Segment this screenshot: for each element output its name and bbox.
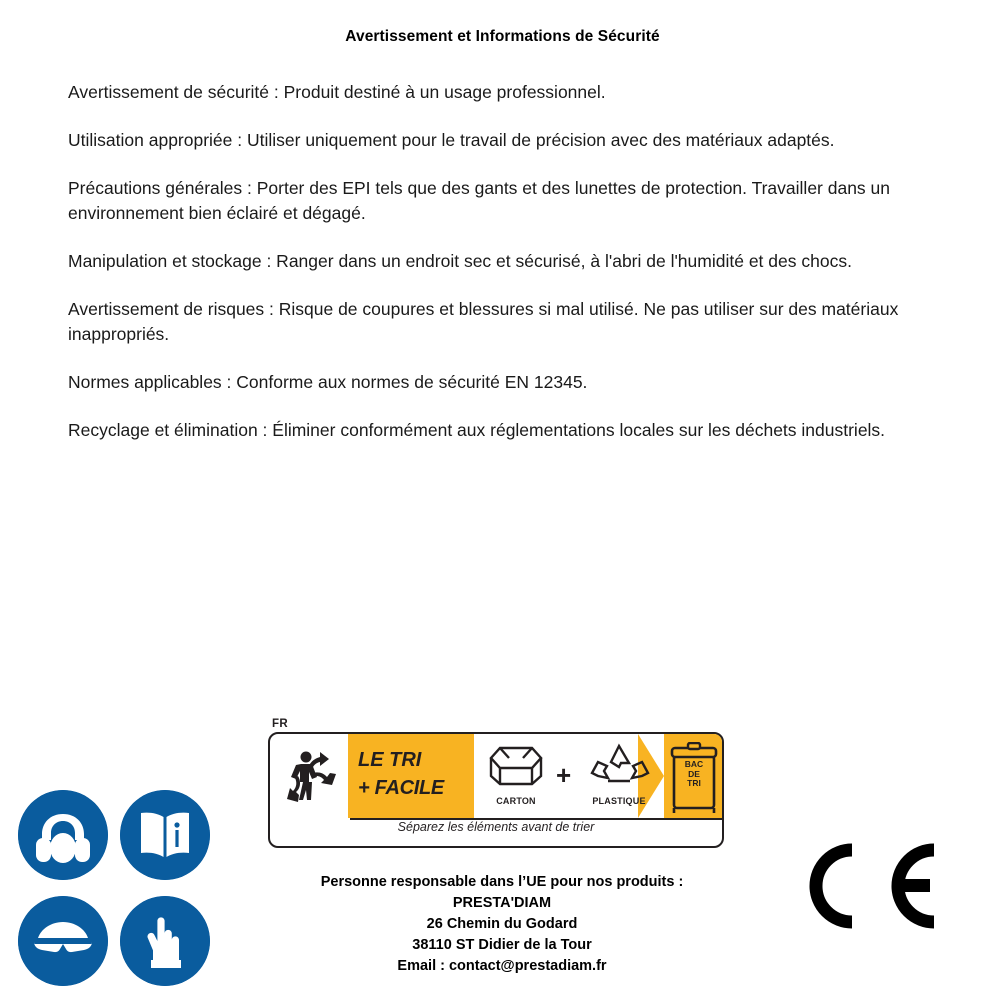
heading-prefix: Personne responsable dans l’ <box>320 874 527 890</box>
paragraph-safety-warning: Avertissement de sécurité : Produit destiné à un usage professionnel. <box>68 82 606 102</box>
paragraph-handling-storage: Manipulation et stockage : Ranger dans un endroit sec et sécurisé, à l'abri de l'humidité et des chocs. <box>68 251 852 271</box>
plastic-caption: PLASTIQUE <box>592 796 646 806</box>
heading-region: UE <box>526 874 547 890</box>
bin-line1: BAC <box>684 759 704 769</box>
heading-suffix: pour nos produits : <box>546 874 684 890</box>
paragraph-recycling: Recyclage et élimination : Éliminer conformément aux réglementations locales sur les déchets industriels. <box>68 420 886 440</box>
paragraph-general-precautions: Précautions générales : Porter des EPI tels que des gants et des lunettes de protection. Travailler dans un environnement bien éclairé et dégagé. <box>68 178 891 223</box>
company-name: PRESTA'DIAM <box>452 895 552 911</box>
read-manual-icon <box>120 790 210 880</box>
paragraph-standards: Normes applicables : Conforme aux normes de sécurité EN 12345. <box>68 372 588 392</box>
paragraph-proper-use: Utilisation appropriée : Utiliser uniquement pour le travail de précision avec des matériaux adaptés. <box>68 130 835 150</box>
responsible-person-heading <box>213 872 791 893</box>
tri-footer-text: Séparez les éléments avant de trier <box>397 820 595 834</box>
plus-operator: + <box>556 760 572 790</box>
sorting-bin-label <box>674 760 714 789</box>
tri-headline-line1: LE TRI <box>358 749 422 771</box>
bin-line3: TRI <box>687 778 701 788</box>
ear-protection-icon <box>18 790 108 880</box>
tri-headline-line2: + FACILE <box>358 777 444 799</box>
safety-text-block <box>68 80 944 466</box>
page-title: Avertissement et Informations de Sécurité <box>345 28 660 45</box>
company-email: Email : contact@prestadiam.fr <box>397 958 607 974</box>
responsible-person-block <box>213 872 791 977</box>
carton-box-icon <box>480 740 552 818</box>
plastic-recycle-icon <box>580 740 658 818</box>
safety-pictogram-group <box>18 790 218 988</box>
label-country-code: FR <box>272 718 288 730</box>
triman-icon <box>276 740 348 812</box>
paragraph-risk-warning: Avertissement de risques : Risque de coupures et blessures si mal utilisé. Ne pas utiliser sur des matériaux inappropriés. <box>68 299 899 344</box>
eye-protection-icon <box>18 896 108 986</box>
company-street: 26 Chemin du Godard <box>426 916 578 932</box>
hand-protection-icon <box>120 896 210 986</box>
carton-caption: CARTON <box>496 796 536 806</box>
tri-headline <box>358 746 470 802</box>
ce-mark-icon <box>800 838 940 934</box>
recycling-sorting-label <box>268 718 726 850</box>
company-city: 38110 ST Didier de la Tour <box>412 937 592 953</box>
bin-line2: DE <box>688 768 700 779</box>
